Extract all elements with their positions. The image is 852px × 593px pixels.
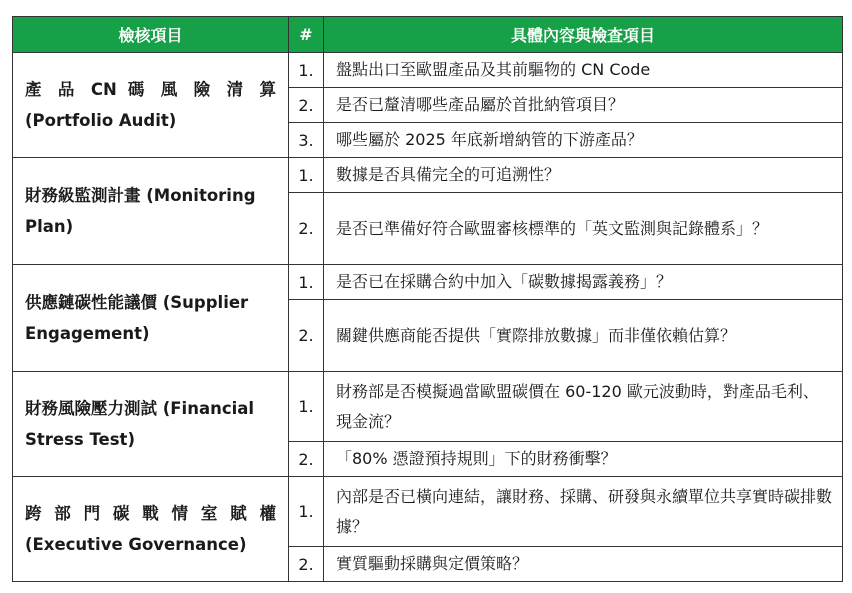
item-text: 是否已在採購合約中加入「碳數據揭露義務」？: [324, 265, 843, 300]
category-title-zh: 財務風險壓力測試 (Financial: [25, 399, 255, 418]
category-cell: [13, 53, 289, 158]
header-category: 檢核項目: [13, 17, 289, 53]
table-row: [13, 53, 843, 88]
item-text: 是否已準備好符合歐盟審核標準的「英文監測與記錄體系」？: [324, 193, 843, 265]
item-number: 1.: [289, 53, 324, 88]
category-cell: [13, 265, 289, 372]
category-title-zh: 供應鏈碳性能議價 (Supplier: [25, 293, 249, 312]
item-number: 1.: [289, 158, 324, 193]
category-title-zh: 產 品 CN 碼 風 險 清 算: [25, 80, 276, 99]
item-number: 1.: [289, 265, 324, 300]
category-cell: [13, 477, 289, 582]
table-row: [13, 265, 843, 300]
header-number: #: [289, 17, 324, 53]
category-title-en: Plan): [25, 217, 74, 236]
category-title-en: (Portfolio Audit): [25, 111, 177, 130]
item-text: 盤點出口至歐盟產品及其前驅物的 CN Code: [324, 53, 843, 88]
header-content: 具體內容與檢查項目: [324, 17, 843, 53]
item-text: 關鍵供應商能否提供「實際排放數據」而非僅依賴估算？: [324, 300, 843, 372]
table-row: [13, 477, 843, 547]
category-title-zh: 財務級監測計畫 (Monitoring: [25, 186, 256, 205]
table-header-row: [13, 17, 843, 53]
category-title-en: Stress Test): [25, 430, 135, 449]
item-number: 2.: [289, 547, 324, 582]
item-text: 數據是否具備完全的可追溯性？: [324, 158, 843, 193]
item-number: 2.: [289, 442, 324, 477]
category-title-zh: 跨 部 門 碳 戰 情 室 賦 權: [25, 504, 276, 523]
checklist-table: [12, 16, 843, 582]
table-row: [13, 158, 843, 193]
table-row: [13, 372, 843, 442]
category-title-en: Engagement): [25, 324, 150, 343]
item-text: 哪些屬於 2025 年底新增納管的下游產品？: [324, 123, 843, 158]
item-number: 1.: [289, 372, 324, 442]
item-number: 3.: [289, 123, 324, 158]
item-number: 2.: [289, 88, 324, 123]
item-text: 是否已釐清哪些產品屬於首批納管項目？: [324, 88, 843, 123]
item-number: 2.: [289, 193, 324, 265]
category-title-en: (Executive Governance): [25, 535, 247, 554]
item-number: 1.: [289, 477, 324, 547]
item-text: 「80% 憑證預持規則」下的財務衝擊？: [324, 442, 843, 477]
item-text: 實質驅動採購與定價策略？: [324, 547, 843, 582]
item-text: 財務部是否模擬過當歐盟碳價在 60-120 歐元波動時，對產品毛利、現金流？: [324, 372, 843, 442]
item-text: 內部是否已橫向連結，讓財務、採購、研發與永續單位共享實時碳排數據？: [324, 477, 843, 547]
category-cell: [13, 372, 289, 477]
item-number: 2.: [289, 300, 324, 372]
category-cell: [13, 158, 289, 265]
